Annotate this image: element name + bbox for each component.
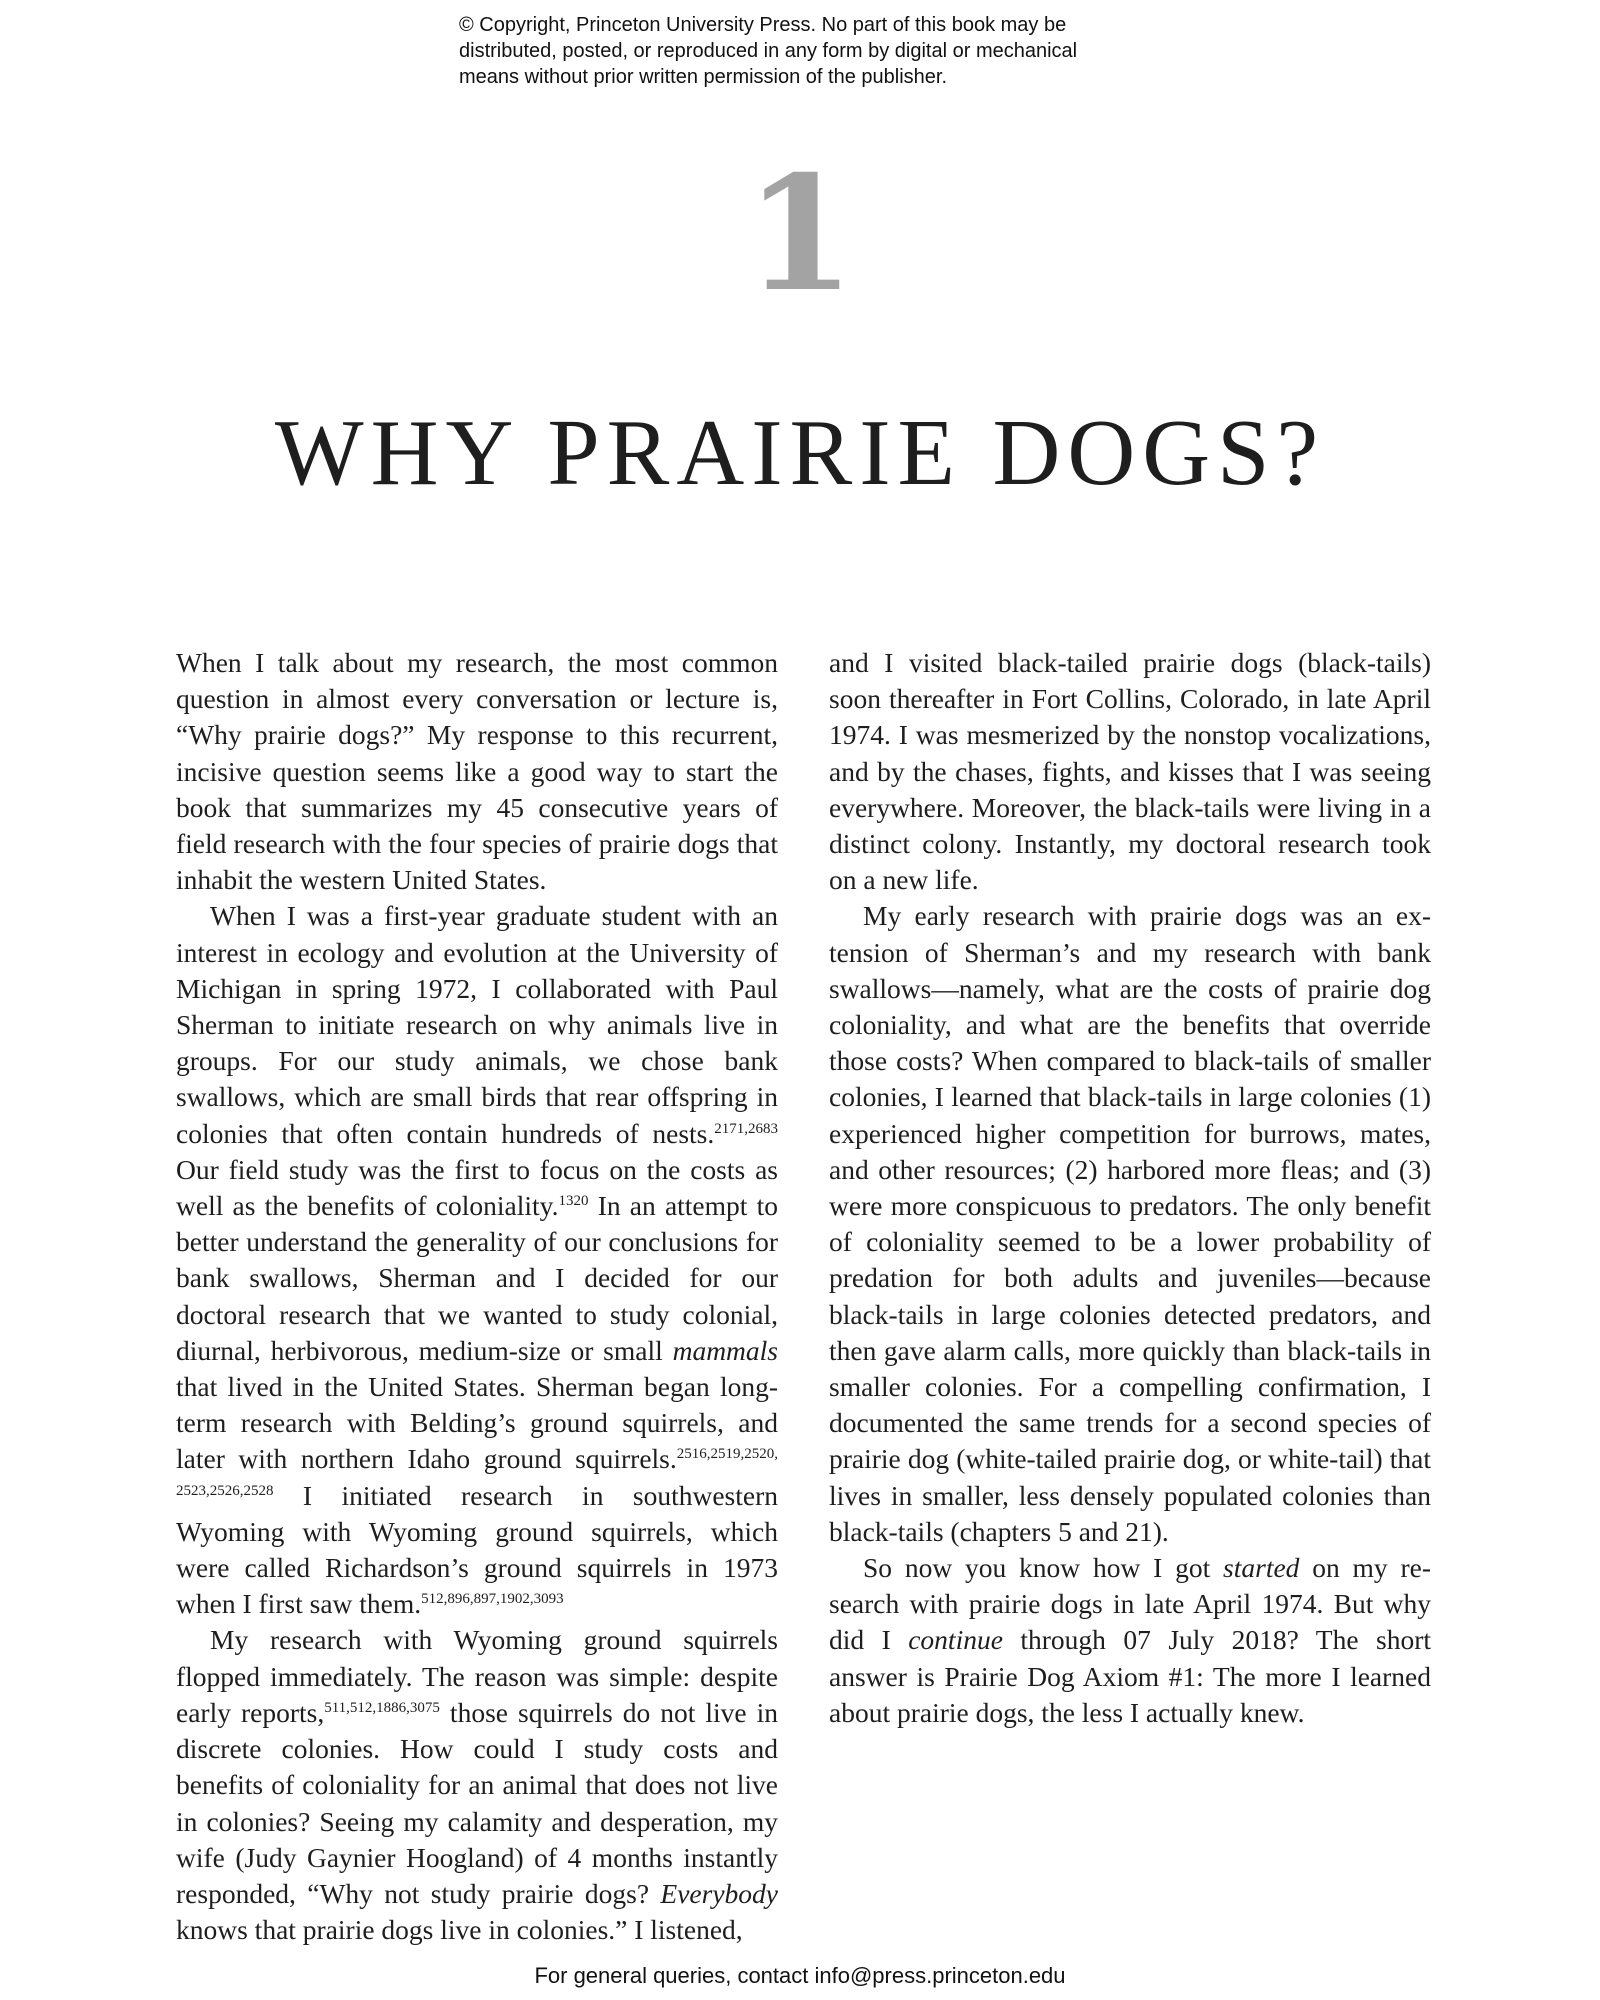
copyright-line: © Copyright, Princeton University Press. No part of this book may be	[459, 14, 1067, 36]
emphasis-text: started	[1223, 1552, 1300, 1584]
citation-superscript: 511,512,1886,3075	[324, 1699, 440, 1716]
citation-superscript: 1320	[558, 1193, 589, 1210]
paragraph-text: So now you know how I got	[863, 1552, 1224, 1584]
emphasis-text: Everybody	[660, 1877, 778, 1909]
copyright-notice	[459, 12, 1219, 90]
paragraph-text: My research with Wyoming ground squirrels flopped immediately. The reason was simple: despite early reports,	[176, 1624, 778, 1728]
paragraph-text: Our field study was the first to focus on the costs as well as the benefits of coloniality.	[176, 1153, 778, 1222]
citation-superscript: 2516,2519,2520, 2523,2526,2528	[176, 1446, 778, 1499]
chapter-number: 1	[745, 142, 855, 327]
citation-superscript: 512,896,897,1902,3093	[421, 1591, 564, 1608]
paragraph-text: knows that prairie dogs live in colonies.” I listened,	[176, 1914, 743, 1946]
paragraph-text: When I was a first-year graduate student with an interest in ecology and evolution at the University of Michigan in spring 1972, I collaborated with Paul Sherman to initiate research on why animals live in groups. For our study animals, we chose bank swallows, which are small birds that rear offspring in colonies that often contain hundreds of nests.	[176, 900, 778, 1149]
text-column-right	[829, 645, 1431, 1731]
emphasis-text: mammals	[672, 1334, 778, 1366]
paragraph-3-continued	[829, 645, 1431, 898]
paragraph-4	[829, 898, 1431, 1550]
paragraph-text: My early research with prairie dogs was an extension of Sherman’s and my research with bank swallows—namely, what are the costs of prairie dog coloniality, and what are the benefits that override those costs? When compared to black-tails of smaller colonies, I learned that black-tails in large colonies (1) experienced higher competition for burrows, mates, and other resources; (2) harbored more fleas; and (3) were more conspicuous to predators. The only benefit of coloniality seemed to be a lower probability of predation for both adults and juveniles—because black-tails in large colonies detected predators, and then gave alarm calls, more quickly than black-tails in smaller colonies. For a compelling confirmation, I documented the same trends for a second species of prairie dog (white-tailed prairie dog, or white-tail) that lives in smaller, less densely populated colonies than black-tails (chapters 5 and 21).	[829, 900, 1431, 1547]
copyright-line: means without prior written permission of the publisher.	[459, 66, 948, 88]
paragraph-text: on my research with prairie dogs in late April 1974. But why did I	[829, 1552, 1431, 1656]
paragraph-text: that lived in the United States. Sherman began long-term research with Belding’s ground squirrels, and later with northern Idaho ground squirrels.	[176, 1371, 778, 1475]
copyright-line: distributed, posted, or reproduced in any form by digital or mechanical	[459, 40, 1078, 62]
paragraph-text: I initiated research in southwestern Wyoming with Wyoming ground squirrels, which were called Richardson’s ground squirrels in 1973 when I first saw them.	[176, 1479, 778, 1620]
paragraph-text: through 07 July 2018? The short answer is Prairie Dog Axiom #1: The more I learned about prairie dogs, the less I actually knew.	[829, 1624, 1431, 1728]
paragraph-3	[176, 1622, 778, 1948]
paragraph-text: When I talk about my research, the most common question in almost every conversation or lecture is, “Why prairie dogs?” My response to this recurrent, incisive question seems like a good way to start the book that summarizes my 45 consecutive years of field research with the four species of prairie dogs that inhabit the western United States.	[176, 647, 778, 896]
paragraph-text: those squirrels do not live in discrete colonies. How could I study costs and benefits of coloniality for an animal that does not live in colonies? Seeing my calamity and desperation, my wife (Judy Gaynier Hoogland) of 4 months instantly responded, “Why not study prairie dogs?	[176, 1696, 778, 1909]
citation-superscript: 2171,2683	[714, 1120, 778, 1137]
paragraph-2	[176, 898, 778, 1622]
text-column-left	[176, 645, 778, 1948]
emphasis-text: continue	[908, 1624, 1003, 1656]
chapter-title: WHY PRAIRIE DOGS?	[274, 401, 1326, 505]
footer-contact: For general queries, contact info@press.princeton.edu	[534, 1963, 1066, 1988]
paragraph-5	[829, 1550, 1431, 1731]
paragraph-1	[176, 645, 778, 898]
paragraph-text: In an attempt to better understand the generality of our conclusions for bank swallows, Sherman and I decided for our doctoral research that we wanted to study colonial, diurnal, herbivorous, medium-size or small	[176, 1190, 779, 1366]
paragraph-text: and I visited black-tailed prairie dogs (black-tails) soon thereafter in Fort Collins, Colorado, in late April 1974. I was mesmerized by the nonstop vocalizations, and by the chases, fights, and kisses that I was seeing everywhere. Moreover, the black-tails were living in a distinct colony. Instantly, my doctoral research took on a new life.	[829, 647, 1431, 896]
